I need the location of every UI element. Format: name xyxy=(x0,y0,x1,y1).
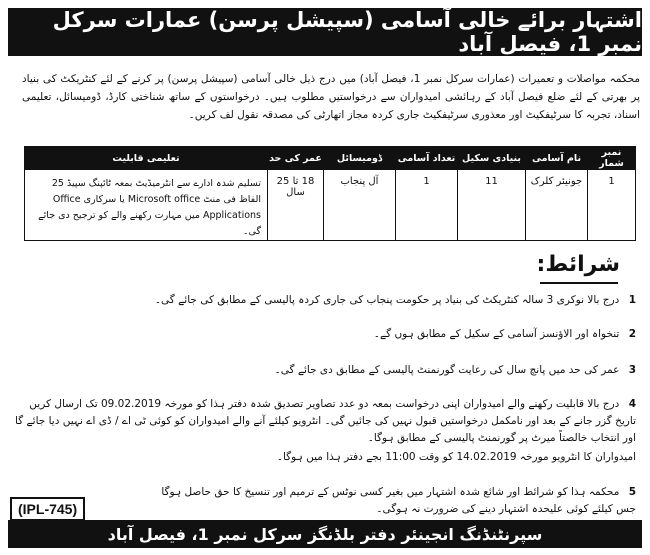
cell-scale: 11 xyxy=(458,170,526,241)
condition-item-4 xyxy=(14,396,636,466)
ipl-reference-badge: (IPL-745) xyxy=(10,497,85,521)
cell-qualification: تسلیم شدہ ادارے سے انٹرمیڈیٹ بمعہ ٹائپنگ سپیڈ 25 الفاظ فی منٹ Microsoft office یا سرکاری Office Applications میں مہارت رکھنے والے کو ترجیح دی جائے گی۔ xyxy=(25,170,268,241)
condition-text: عمر کی حد میں پانچ سال کی رعایت گورنمنٹ پالیسی کے مطابق دی جائے گی۔ xyxy=(274,364,620,376)
interview-note: امیدواران کا انٹرویو مورخہ 14.02.2019 کو وقت 11:00 بجے دفتر ہذا میں ہوگا۔ xyxy=(276,451,636,463)
condition-number: 4 xyxy=(628,398,636,410)
condition-item-1 xyxy=(14,292,636,309)
ad-title-banner xyxy=(8,8,642,56)
condition-text: درج بالا نوکری 3 سالہ کنٹریکٹ کی بنیاد پر حکومت پنجاب کی جاری کردہ پالیسی کے مطابق کی جائے گی۔ xyxy=(154,294,620,306)
condition-text: درج بالا قابلیت رکھنے والے امیدواران اپنی درخواست بمعہ دو عدد تصاویر تصدیق شدہ دفتر ہذا کو مورخہ 09.02.2019 تک ارسال کریں تاریخ گزر جانے کے بعد اور نامکمل درخواستیں قبول نہیں کی جائیں گی۔ انٹرویو کیلئے آنے والے امیدواران کو کوئی ٹی اے / ڈی اے نہیں دیا جائے گا اور انتخاب خالصتاً میرٹ پر گورنمنٹ پالیسی کے مطابق ہوگا۔ xyxy=(14,398,636,444)
col-serial: نمبر شمار xyxy=(588,147,636,170)
cell-post: جونیئر کلرک xyxy=(526,170,588,241)
condition-text: محکمہ ہذا کو شرائط اور شائع شدہ اشتہار میں بغیر کسی نوٹس کے ترمیم اور تنسیخ کا حق حاصل ہوگا جس کیلئے کوئی علیحدہ اشتہار دینے کی ضرورت نہ ہوگی۔ xyxy=(161,486,636,515)
vacancy-table xyxy=(24,146,636,241)
condition-number: 3 xyxy=(628,364,636,376)
conditions-underline xyxy=(540,282,618,284)
col-count: تعداد آسامی xyxy=(396,147,458,170)
col-domicile: ڈومیسائل xyxy=(324,147,396,170)
col-qualification: تعلیمی قابلیت xyxy=(25,147,268,170)
col-age: عمر کی حد xyxy=(268,147,324,170)
col-post: نام آسامی xyxy=(526,147,588,170)
condition-text: تنخواہ اور الاؤنسز آسامی کے سکیل کے مطابق ہوں گے۔ xyxy=(373,328,620,340)
cell-count: 1 xyxy=(396,170,458,241)
cell-serial: 1 xyxy=(588,170,636,241)
ad-title: اشتہار برائے خالی آسامی (سپیشل پرسن) عمارات سرکل نمبر 1، فیصل آباد xyxy=(52,8,642,56)
footer-signature-banner xyxy=(8,520,642,548)
cell-age: 18 تا 25 سال xyxy=(268,170,324,241)
cell-domicile: آل پنجاب xyxy=(324,170,396,241)
condition-item-3 xyxy=(14,362,636,379)
col-scale: بنیادی سکیل xyxy=(458,147,526,170)
table-header-row xyxy=(25,147,636,170)
footer-text: سپرنٹنڈنگ انجینئر دفتر بلڈنگز سرکل نمبر 1، فیصل آباد xyxy=(107,524,543,544)
condition-number: 2 xyxy=(628,328,636,340)
condition-number: 5 xyxy=(628,486,636,498)
table-row xyxy=(25,170,636,241)
condition-item-2 xyxy=(14,326,636,343)
conditions-heading: شرائط: xyxy=(536,252,620,277)
intro-paragraph: محکمہ مواصلات و تعمیرات (عمارات سرکل نمبر 1، فیصل آباد) میں درج ذیل خالی آسامی (سپیشل پرسن) پر کرنے کے لئے کنٹریکٹ کی بنیاد پر بھرتی کے لئے ضلع فیصل آباد کے رہائشی امیدواران سے درخواستیں مطلوب ہیں۔ درخواستوں کے ساتھ شناختی کارڈ، ڈومیسائل، تعلیمی اسناد، تجربہ کا سرٹیفکیٹ اور معذوری سرٹیفکیٹ جاری کردہ مجاز اتھارٹی کی مصدقہ نقول لف کریں۔ xyxy=(22,73,640,121)
condition-number: 1 xyxy=(628,294,636,306)
condition-item-5 xyxy=(156,484,636,518)
